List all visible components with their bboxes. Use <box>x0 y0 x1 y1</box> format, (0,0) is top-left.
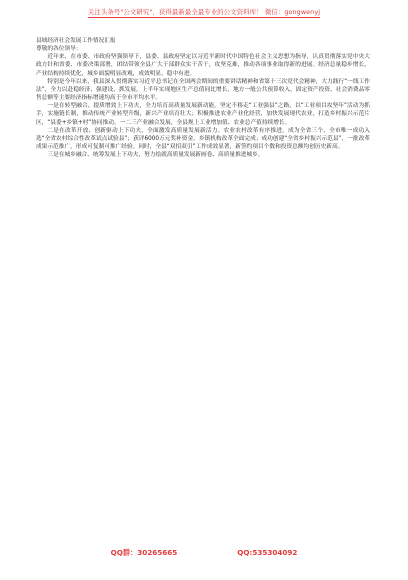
document-salutation: 尊敬的各位领导： <box>36 46 82 53</box>
paragraph: 近年来，在市委、市政府坚强领导下，县委、县政府坚定以习近平新时代中国特色社会主义思想为指导，认真贯彻落实党中央大政方针和省委、市委决策部署，团结带领全县广大干部群众实干苦干，攻坚克难，推动各项事业取得新的进展。经济总量稳步增长，产业结构持续优化，城乡面貌明显改观，成效明显，稳中有进。 <box>36 54 370 77</box>
paragraph: 特别是今年以来，我县深入贯彻落实习近平总书记在全国两会期间的重要讲话精神和省第十三次党代会精神，大力践行“一线工作法”，全力以赴稳经济、强建设、抓发展，上半年实现地区生产总值同比增长，地方一般公共预算收入、固定资产投资、社会消费品零售总额等主要经济指标增速均高于全市平均水平。 <box>36 78 370 102</box>
top-banner <box>0 0 408 24</box>
paragraph: 三是在城乡融合、统筹发展上下功夫，努力绘就高质量发展新画卷、高质量推进城乡。 <box>47 152 264 159</box>
document-title: 县域经济社会发展工作情况汇报 <box>36 38 116 44</box>
paragraph: 一是在转型融合、提质增效上下功夫，全力培育高质量发展新动能。坚定不移走“工业强县”之路，以“工业项目攻坚年”活动为抓手，实施链长制，推动传统产业转型升级，新兴产业培育壮大；积极推进农业产业化经营，加快发展现代农业，打造乡村振兴示范片区，“县委+乡镇+村”协同推动，一二三产业融合发展，全县规上工业增加值、农业总产值持续增长。 <box>36 103 370 126</box>
footer-contact <box>0 548 408 562</box>
paragraph: 二是在改革开放、创新驱动上下功夫，全面激发高质量发展新活力。农业农村改革有序推进，成为全省三个、全市唯一成功入选“全省农村综合性改革试点试验县”；获评6000万元奖补资金。乡镇机构改革全面完成；成功创建“全省乡村振兴示范县”，一批改革成果示范推广，形成可复制可推广经验。同时，全县“双招双引”工作成效显著，新签约项目个数和投资总额均创历史新高。 <box>36 127 370 151</box>
qq-number-text: QQ:535304092 <box>237 548 298 557</box>
document-body <box>36 37 370 159</box>
qq-group-text: QQ群：30265665 <box>110 548 178 557</box>
banner-text: 关注头条号"公文研究"，获得最新最全最专业的公文资料库！ 微信：gongwenyj <box>87 7 321 16</box>
